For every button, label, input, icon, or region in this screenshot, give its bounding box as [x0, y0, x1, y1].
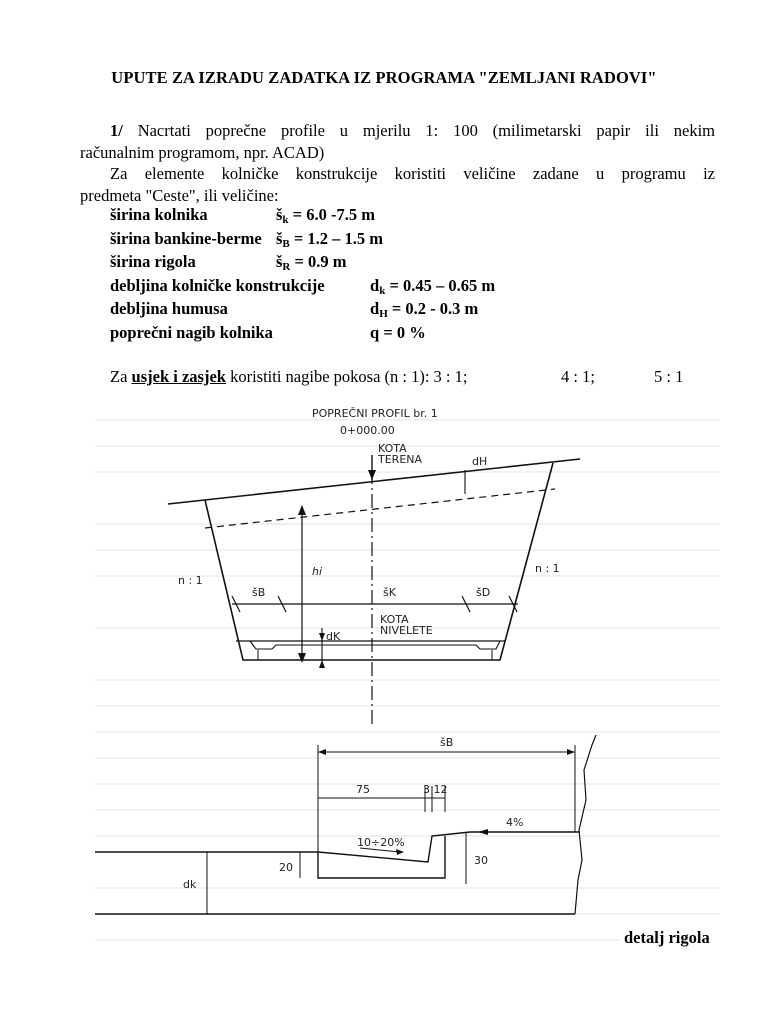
paragraph-number: 1/: [110, 121, 123, 140]
parameter-label: širina rigola: [110, 252, 196, 271]
parameter-label: širina bankine-berme: [110, 228, 262, 248]
arrow-icon: [478, 829, 488, 835]
paragraph-2-line-1: Za elemente kolničke konstrukcije koristiti veličine zadane u programu iz: [110, 164, 715, 183]
parameter-label: širina kolnika: [110, 205, 208, 224]
parameter-value: $š_k = 6.0$ -7.5 m: [276, 205, 375, 226]
cut-outline: [205, 463, 553, 660]
slope-prefix: Za: [110, 367, 132, 386]
paper-lines: [95, 420, 720, 940]
sk-label: šK: [383, 586, 396, 599]
dh-label: dH: [472, 455, 488, 468]
slope-cut-term: usjek i zasjek: [131, 367, 226, 386]
cross-section: [168, 459, 580, 660]
terrain-edge: [575, 735, 596, 914]
slope-right-label: n : 1: [535, 562, 560, 575]
paragraph-2-line-2: predmeta "Ceste", ili veličine:: [80, 186, 279, 205]
dk-detail-label: dk: [183, 878, 197, 891]
parameter-value: $d_H = 0.2 - 0.3$ m: [370, 299, 479, 320]
dim-30-label: 30: [474, 854, 488, 867]
kota-nivelete-label-2: NIVELETE: [380, 624, 433, 637]
dim-3-12-label: 3 12: [423, 783, 448, 796]
sb-label: šB: [252, 586, 266, 599]
detail-sb-label: šB: [440, 736, 454, 749]
pct-10-20-label: 10÷20%: [357, 836, 405, 849]
parameter-value: $š_B = 1.2 - 1.5$ m: [276, 228, 384, 250]
profile-title-label: POPREČNI PROFIL br. 1: [312, 407, 438, 420]
slope-text: koristiti nagibe pokosa (n : 1): 3 : 1;: [225, 367, 468, 386]
slope-ratio-3: 5 : 1: [654, 367, 684, 386]
paragraph-1-text-1: Nacrtati poprečne profile u mjerilu 1: 100 (milimetarski papir ili nekim: [137, 121, 715, 140]
sd-label: šD: [476, 586, 491, 599]
kota-nivelete-label-1: KOTA: [380, 613, 409, 626]
arrow-icon: [396, 849, 404, 855]
document-title: UPUTE ZA IZRADU ZADATKA IZ PROGRAMA "ZEMLJANI RADOVI": [111, 68, 657, 87]
parameter-label: poprečni nagib kolnika: [110, 322, 273, 342]
terrain-line: [168, 459, 580, 504]
dk-label: dK: [326, 630, 341, 643]
parameter-value: $d_k = 0.45 - 0.65$ m: [370, 275, 496, 297]
parameter-label: debljina kolničke konstrukcije: [110, 275, 325, 295]
parameter-value: $š_R = 0.9$ m: [276, 252, 347, 273]
parameter-value: q = 0 %: [370, 322, 426, 342]
dim-20-label: 20: [279, 861, 293, 874]
parameter-label: debljina humusa: [110, 299, 228, 318]
dim-75-label: 75: [356, 783, 370, 796]
ditch-outline: [250, 641, 500, 649]
kota-terena-label-1: KOTA: [378, 442, 407, 455]
pct-4-label: 4%: [506, 816, 524, 829]
slope-ratio-2: 4 : 1;: [561, 367, 595, 386]
paragraph-1-line-2: računalnim programom, npr. ACAD): [80, 143, 325, 162]
detail-caption: detalj rigola: [624, 928, 710, 947]
slope-left-label: n : 1: [178, 574, 203, 587]
station-label: 0+000.00: [340, 424, 395, 437]
kota-terena-label-2: TERENA: [378, 453, 423, 466]
hi-label: hi: [312, 565, 323, 578]
